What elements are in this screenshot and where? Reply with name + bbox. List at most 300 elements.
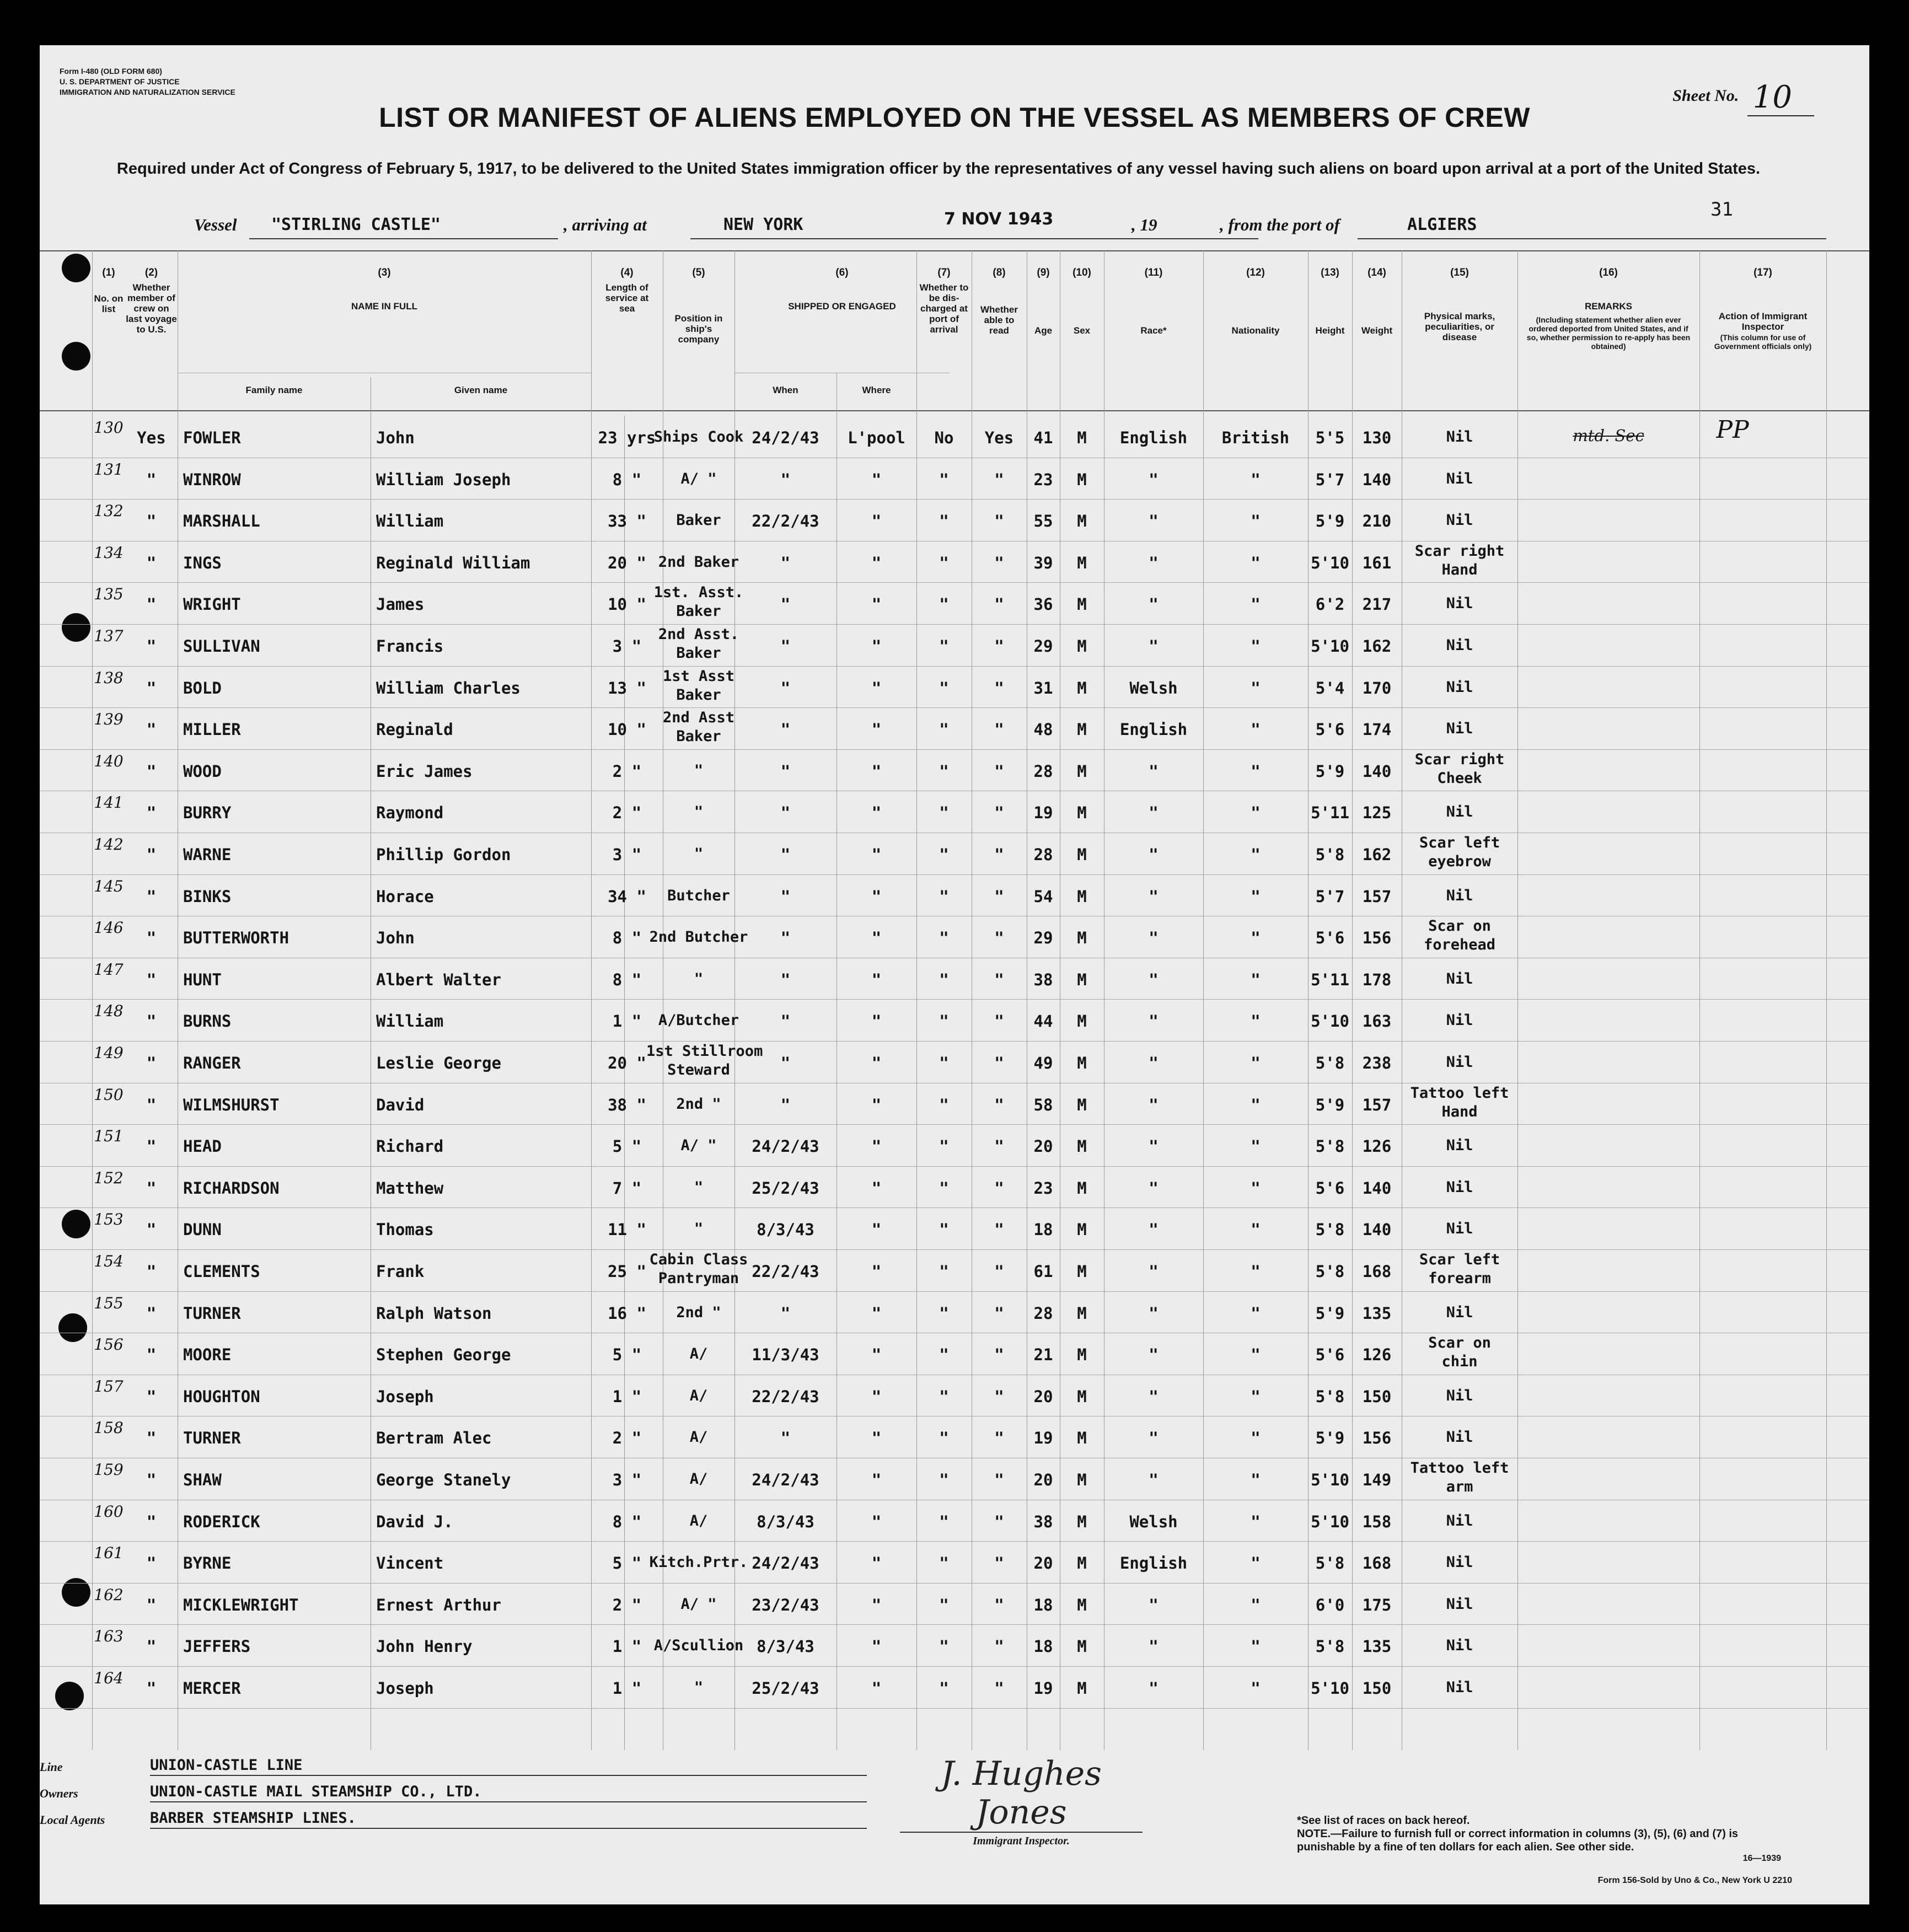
cell-family: CLEMENTS bbox=[183, 1262, 260, 1281]
cell-marks: Scar on bbox=[1428, 1334, 1491, 1352]
cell-read: " bbox=[994, 512, 1004, 531]
cell-sex: M bbox=[1077, 1595, 1087, 1614]
cell-family: SHAW bbox=[183, 1471, 222, 1489]
col-head-name: NAME IN FULL bbox=[351, 301, 417, 312]
cell-sex: M bbox=[1077, 1303, 1087, 1323]
cell-where: " bbox=[871, 512, 882, 531]
cell-marks: Nil bbox=[1446, 1554, 1473, 1571]
cell-when: " bbox=[780, 678, 791, 697]
cell-age: 20 bbox=[1033, 1387, 1053, 1406]
cell-marks: Nil bbox=[1446, 1012, 1473, 1029]
cell-member: " bbox=[146, 1595, 157, 1614]
cell-position: " bbox=[694, 1220, 704, 1238]
cell-discharged: " bbox=[939, 1054, 949, 1072]
cell-no: 160 bbox=[94, 1502, 124, 1521]
cell-given: Ralph Watson bbox=[376, 1303, 492, 1323]
agents-label: Local Agents bbox=[40, 1813, 105, 1827]
cell-given: Bertram Alec bbox=[376, 1429, 492, 1448]
cell-member: " bbox=[146, 845, 157, 864]
cell-nationality: " bbox=[1251, 1054, 1261, 1072]
cell-read: " bbox=[994, 1387, 1004, 1406]
cell-given: Eric James bbox=[376, 761, 473, 781]
cell-sex: M bbox=[1077, 512, 1087, 531]
cell-marks: Scar on bbox=[1428, 917, 1491, 935]
service-name: IMMIGRATION AND NATURALIZATION SERVICE bbox=[60, 88, 235, 96]
table-row bbox=[40, 666, 1869, 708]
cell-marks: Nil bbox=[1446, 720, 1473, 738]
cell-member: " bbox=[146, 1303, 157, 1323]
cell-read: " bbox=[994, 637, 1004, 656]
cell-position: " bbox=[694, 970, 704, 988]
cell-height: 5'9 bbox=[1315, 1303, 1345, 1323]
cell-no: 163 bbox=[94, 1627, 124, 1646]
cell-position: A/ bbox=[689, 1512, 708, 1530]
cell-service: 20 " bbox=[608, 553, 646, 572]
cell-when: " bbox=[780, 1012, 791, 1031]
cell-family: MILLER bbox=[183, 720, 241, 739]
arrival-date: 7 NOV 1943 bbox=[944, 210, 1054, 229]
cell-family: HEAD bbox=[183, 1137, 222, 1156]
cell-race: " bbox=[1149, 553, 1159, 572]
cell-service: 3 " bbox=[612, 1471, 642, 1489]
races-note: *See list of races on back hereof. bbox=[1297, 1815, 1470, 1827]
cell-where: " bbox=[871, 1178, 882, 1198]
table-row bbox=[40, 624, 1869, 666]
cell-service: 33 " bbox=[608, 512, 646, 531]
cell-when: " bbox=[780, 970, 791, 989]
cell-read: " bbox=[994, 887, 1004, 906]
cell-age: 23 bbox=[1033, 1178, 1053, 1198]
cell-when: " bbox=[780, 1303, 791, 1323]
cell-position: 2nd Asst. bbox=[658, 626, 739, 643]
cell-discharged: " bbox=[939, 1012, 949, 1031]
cell-discharged: " bbox=[939, 637, 949, 656]
cell-marks: Nil bbox=[1446, 803, 1473, 821]
cell-height: 5'7 bbox=[1315, 470, 1345, 489]
cell-discharged: " bbox=[939, 720, 949, 739]
col-head-age: Age bbox=[1034, 325, 1053, 336]
cell-service: 8 " bbox=[612, 970, 642, 989]
cell-member: " bbox=[146, 1637, 157, 1656]
col-num: (13) bbox=[1321, 267, 1339, 278]
cell-marks: Nil bbox=[1446, 428, 1473, 446]
col-head-given: Given name bbox=[454, 385, 508, 395]
cell-given: George Stanely bbox=[376, 1471, 511, 1489]
cell-marks: Cheek bbox=[1437, 769, 1482, 787]
cell-weight: 126 bbox=[1362, 1137, 1392, 1156]
cell-read: " bbox=[994, 1012, 1004, 1031]
cell-age: 18 bbox=[1033, 1220, 1053, 1239]
cell-age: 54 bbox=[1033, 887, 1053, 906]
cell-weight: 163 bbox=[1362, 1012, 1392, 1031]
cell-weight: 158 bbox=[1362, 1512, 1392, 1531]
cell-read: " bbox=[994, 1595, 1004, 1614]
cell-race: " bbox=[1149, 887, 1159, 906]
cell-no: 164 bbox=[94, 1669, 124, 1687]
cell-family: HOUGHTON bbox=[183, 1387, 260, 1406]
cell-sex: M bbox=[1077, 1345, 1087, 1365]
col-head-family: Family name bbox=[245, 385, 303, 395]
cell-when: 24/2/43 bbox=[752, 1137, 819, 1156]
arrival-port: NEW YORK bbox=[723, 215, 803, 234]
col-head-when: When bbox=[773, 385, 798, 395]
cell-family: WRIGHT bbox=[183, 595, 241, 614]
cell-service: 5 " bbox=[612, 1554, 642, 1573]
cell-height: 5'6 bbox=[1315, 929, 1345, 948]
cell-marks: Hand bbox=[1441, 1103, 1478, 1120]
cell-discharged: " bbox=[939, 1387, 949, 1406]
cell-where: " bbox=[871, 1554, 882, 1573]
cell-age: 28 bbox=[1033, 1303, 1053, 1323]
cell-age: 20 bbox=[1033, 1471, 1053, 1489]
cell-race: " bbox=[1149, 929, 1159, 948]
footer-notes bbox=[1297, 1814, 1771, 1854]
cell-race: Welsh bbox=[1129, 1512, 1178, 1531]
cell-position: A/ " bbox=[680, 470, 717, 487]
col-num: (14) bbox=[1368, 267, 1386, 278]
cell-family: WOOD bbox=[183, 761, 222, 781]
cell-marks: Nil bbox=[1446, 1220, 1473, 1238]
col-head-weight: Weight bbox=[1361, 325, 1393, 336]
corner-number: 31 bbox=[1710, 198, 1733, 221]
cell-age: 18 bbox=[1033, 1637, 1053, 1656]
cell-discharged: " bbox=[939, 761, 949, 781]
cell-weight: 125 bbox=[1362, 803, 1392, 823]
table-row bbox=[40, 416, 1869, 458]
cell-family: MERCER bbox=[183, 1679, 241, 1698]
table-row bbox=[40, 1333, 1869, 1375]
inspector-signature: J. Hughes Jones bbox=[941, 1754, 1102, 1832]
cell-marks: Nil bbox=[1446, 1637, 1473, 1655]
table-row bbox=[40, 1083, 1869, 1125]
cell-age: 58 bbox=[1033, 1095, 1053, 1114]
cell-where: " bbox=[871, 1095, 882, 1114]
cell-position: 2nd Asst bbox=[662, 709, 735, 727]
cell-family: HUNT bbox=[183, 970, 222, 989]
cell-height: 5'8 bbox=[1315, 845, 1345, 864]
arriving-label: , arriving at bbox=[564, 215, 647, 234]
page-title: LIST OR MANIFEST OF ALIENS EMPLOYED ON THE VESSEL AS MEMBERS OF CREW bbox=[379, 102, 1530, 133]
cell-race: " bbox=[1149, 1303, 1159, 1323]
cell-sex: M bbox=[1077, 1637, 1087, 1656]
cell-height: 5'9 bbox=[1315, 761, 1345, 781]
cell-race: Welsh bbox=[1129, 678, 1178, 697]
col-num: (7) bbox=[937, 267, 951, 278]
col-head-no: No. on list bbox=[94, 293, 124, 314]
cell-when: " bbox=[780, 1054, 791, 1072]
cell-age: 28 bbox=[1033, 761, 1053, 781]
departure-port: ALGIERS bbox=[1407, 215, 1477, 234]
cell-height: 5'8 bbox=[1315, 1387, 1345, 1406]
cell-weight: 162 bbox=[1362, 845, 1392, 864]
cell-height: 5'6 bbox=[1315, 720, 1345, 739]
cell-race: " bbox=[1149, 595, 1159, 614]
cell-service: 5 " bbox=[612, 1137, 642, 1156]
cell-nationality: " bbox=[1251, 1637, 1261, 1656]
cell-race: " bbox=[1149, 470, 1159, 489]
cell-race: " bbox=[1149, 1262, 1159, 1281]
cell-discharged: " bbox=[939, 1095, 949, 1114]
cell-family: WARNE bbox=[183, 845, 232, 864]
cell-given: Reginald bbox=[376, 720, 453, 739]
cell-sex: M bbox=[1077, 1471, 1087, 1489]
cell-marks: Nil bbox=[1446, 512, 1473, 529]
cell-age: 18 bbox=[1033, 1595, 1053, 1614]
cell-read: " bbox=[994, 845, 1004, 864]
cell-no: 161 bbox=[94, 1544, 124, 1563]
table-row bbox=[40, 1624, 1869, 1666]
cell-weight: 162 bbox=[1362, 637, 1392, 656]
col-head-nationality: Nationality bbox=[1231, 325, 1280, 336]
cell-service: 23 yrs bbox=[598, 428, 656, 447]
cell-given: John Henry bbox=[376, 1637, 473, 1656]
cell-position: " bbox=[694, 761, 704, 779]
cell-sex: M bbox=[1077, 1512, 1087, 1531]
cell-height: 5'8 bbox=[1315, 1554, 1345, 1573]
cell-discharged: " bbox=[939, 1637, 949, 1656]
cell-read: " bbox=[994, 595, 1004, 614]
cell-height: 5'9 bbox=[1315, 1095, 1345, 1114]
form-identifier bbox=[60, 66, 235, 98]
cell-no: 158 bbox=[94, 1419, 124, 1437]
cell-marks: forehead bbox=[1423, 936, 1496, 954]
table-row bbox=[40, 1041, 1869, 1083]
cell-service: 5 " bbox=[612, 1345, 642, 1365]
cell-sex: M bbox=[1077, 1554, 1087, 1573]
cell-no: 153 bbox=[94, 1210, 124, 1229]
cell-when: " bbox=[780, 595, 791, 614]
cell-weight: 140 bbox=[1362, 470, 1392, 489]
cell-given: Horace bbox=[376, 887, 434, 906]
cell-height: 5'10 bbox=[1311, 1512, 1349, 1531]
col-head-remarks-note: (Including statement whether alien ever ordered deported from United States, and if so, whether permission to re-apply has been obtained) bbox=[1526, 315, 1691, 351]
cell-no: 130 bbox=[94, 418, 124, 437]
cell-read: " bbox=[994, 1054, 1004, 1072]
cell-read: " bbox=[994, 1262, 1004, 1281]
cell-weight: 168 bbox=[1362, 1262, 1392, 1281]
col-head-read: Whether able to read bbox=[980, 304, 1018, 336]
cell-race: " bbox=[1149, 1178, 1159, 1198]
cell-height: 5'8 bbox=[1315, 1637, 1345, 1656]
cell-weight: 175 bbox=[1362, 1595, 1392, 1614]
cell-height: 5'5 bbox=[1315, 428, 1345, 447]
cell-race: " bbox=[1149, 1679, 1159, 1698]
cell-weight: 149 bbox=[1362, 1471, 1392, 1489]
cell-member: " bbox=[146, 1679, 157, 1698]
cell-height: 5'8 bbox=[1315, 1262, 1345, 1281]
cell-when: 23/2/43 bbox=[752, 1595, 819, 1614]
cell-weight: 157 bbox=[1362, 887, 1392, 906]
cell-no: 157 bbox=[94, 1377, 124, 1396]
cell-weight: 126 bbox=[1362, 1345, 1392, 1365]
cell-position: Steward bbox=[667, 1061, 730, 1078]
cell-given: Raymond bbox=[376, 803, 444, 823]
cell-nationality: " bbox=[1251, 887, 1261, 906]
cell-marks: Hand bbox=[1441, 561, 1478, 578]
cell-weight: 178 bbox=[1362, 970, 1392, 989]
cell-discharged: " bbox=[939, 1471, 949, 1489]
cell-service: 3 " bbox=[612, 637, 642, 656]
cell-given: William Charles bbox=[376, 678, 521, 697]
cell-member: " bbox=[146, 887, 157, 906]
cell-when: 22/2/43 bbox=[752, 1262, 819, 1281]
cell-age: 61 bbox=[1033, 1262, 1053, 1281]
table-row bbox=[40, 1249, 1869, 1291]
cell-given: Matthew bbox=[376, 1178, 444, 1198]
cell-service: 2 " bbox=[612, 1595, 642, 1614]
col-head-height: Height bbox=[1315, 325, 1345, 336]
cell-given: Richard bbox=[376, 1137, 444, 1156]
cell-family: DUNN bbox=[183, 1220, 222, 1239]
cell-nationality: " bbox=[1251, 1345, 1261, 1365]
cell-family: RODERICK bbox=[183, 1512, 260, 1531]
cell-discharged: " bbox=[939, 1512, 949, 1531]
cell-no: 142 bbox=[94, 835, 124, 854]
cell-service: 3 " bbox=[612, 845, 642, 864]
cell-race: " bbox=[1149, 1054, 1159, 1072]
cell-race: " bbox=[1149, 1387, 1159, 1406]
col-num: (8) bbox=[993, 267, 1006, 278]
cell-given: Leslie George bbox=[376, 1054, 501, 1072]
cell-given: Stephen George bbox=[376, 1345, 511, 1365]
cell-nationality: " bbox=[1251, 1595, 1261, 1614]
cell-position: A/ bbox=[689, 1471, 708, 1488]
cell-service: 11 " bbox=[608, 1220, 646, 1239]
cell-nationality: " bbox=[1251, 1262, 1261, 1281]
cell-read: " bbox=[994, 1471, 1004, 1489]
cell-family: WINROW bbox=[183, 470, 241, 489]
cell-race: " bbox=[1149, 637, 1159, 656]
cell-marks: eyebrow bbox=[1428, 853, 1491, 870]
cell-height: 5'7 bbox=[1315, 887, 1345, 906]
table-row bbox=[40, 541, 1869, 583]
cell-position: 2nd Butcher bbox=[649, 929, 748, 946]
cell-when: " bbox=[780, 887, 791, 906]
cell-position: " bbox=[694, 1178, 704, 1196]
cell-weight: 140 bbox=[1362, 761, 1392, 781]
cell-age: 38 bbox=[1033, 970, 1053, 989]
table-row bbox=[40, 1458, 1869, 1500]
cell-given: John bbox=[376, 428, 415, 447]
cell-when: " bbox=[780, 553, 791, 572]
cell-sex: M bbox=[1077, 929, 1087, 948]
cell-when: 25/2/43 bbox=[752, 1679, 819, 1698]
cell-no: 151 bbox=[94, 1127, 124, 1146]
cell-discharged: " bbox=[939, 553, 949, 572]
col-num: (9) bbox=[1037, 267, 1050, 278]
table-row bbox=[40, 833, 1869, 874]
cell-member: " bbox=[146, 761, 157, 781]
cell-no: 135 bbox=[94, 585, 124, 604]
cell-family: BYRNE bbox=[183, 1554, 232, 1573]
cell-where: " bbox=[871, 1595, 882, 1614]
cell-when: " bbox=[780, 637, 791, 656]
cell-nationality: " bbox=[1251, 1679, 1261, 1698]
cell-marks: Scar left bbox=[1419, 1251, 1500, 1268]
cell-member: " bbox=[146, 637, 157, 656]
cell-height: 5'11 bbox=[1311, 803, 1349, 823]
cell-nationality: " bbox=[1251, 678, 1261, 697]
cell-read: " bbox=[994, 1137, 1004, 1156]
cell-given: Thomas bbox=[376, 1220, 434, 1239]
cell-position: A/ bbox=[689, 1345, 708, 1363]
cell-height: 5'8 bbox=[1315, 1137, 1345, 1156]
cell-nationality: " bbox=[1251, 803, 1261, 823]
cell-weight: 157 bbox=[1362, 1095, 1392, 1114]
cell-discharged: " bbox=[939, 1303, 949, 1323]
cell-no: 146 bbox=[94, 919, 124, 937]
col-head-marks: Physical marks, peculiarities, or disease bbox=[1424, 311, 1495, 342]
cell-position: " bbox=[694, 845, 704, 862]
col-head-remarks: REMARKS bbox=[1585, 301, 1632, 312]
inspector-signature-block bbox=[900, 1754, 1143, 1848]
col-num: (4) bbox=[620, 267, 634, 278]
cell-given: James bbox=[376, 595, 425, 614]
cell-weight: 161 bbox=[1362, 553, 1392, 572]
cell-member: " bbox=[146, 1554, 157, 1573]
sheet-label: Sheet No. bbox=[1672, 87, 1739, 105]
cell-marks: Nil bbox=[1446, 1595, 1473, 1613]
cell-position: 1st. Asst. bbox=[653, 584, 744, 602]
cell-weight: 135 bbox=[1362, 1303, 1392, 1323]
cell-no: 140 bbox=[94, 752, 124, 770]
cell-race: English bbox=[1119, 720, 1188, 739]
cell-where: " bbox=[871, 845, 882, 864]
cell-height: 5'10 bbox=[1311, 553, 1349, 572]
table-row bbox=[40, 874, 1869, 916]
cell-family: RICHARDSON bbox=[183, 1178, 280, 1198]
cell-read: " bbox=[994, 1554, 1004, 1573]
col-num: (10) bbox=[1073, 267, 1091, 278]
cell-no: 154 bbox=[94, 1252, 124, 1270]
cell-no: 137 bbox=[94, 627, 124, 645]
col-head-discharged: Whether to be dis-charged at port of arrival bbox=[919, 282, 969, 335]
cell-discharged: No bbox=[934, 428, 954, 447]
cell-when: " bbox=[780, 1429, 791, 1448]
owners-label: Owners bbox=[40, 1786, 78, 1800]
cell-discharged: " bbox=[939, 678, 949, 697]
vessel-name: "STIRLING CASTLE" bbox=[271, 215, 441, 234]
cell-marks: arm bbox=[1446, 1478, 1473, 1495]
cell-service: 10 " bbox=[608, 595, 646, 614]
cell-position: Cabin Class bbox=[649, 1251, 748, 1268]
cell-when: 25/2/43 bbox=[752, 1178, 819, 1198]
cell-where: L'pool bbox=[848, 428, 905, 447]
cell-member: " bbox=[146, 1262, 157, 1281]
cell-service: 7 " bbox=[612, 1178, 642, 1198]
cell-sex: M bbox=[1077, 1429, 1087, 1448]
table-row bbox=[40, 458, 1869, 500]
cell-family: MOORE bbox=[183, 1345, 232, 1365]
table-row bbox=[40, 999, 1869, 1041]
cell-nationality: " bbox=[1251, 970, 1261, 989]
cell-no: 162 bbox=[94, 1585, 124, 1604]
cell-given: Albert Walter bbox=[376, 970, 501, 989]
cell-family: SULLIVAN bbox=[183, 637, 260, 656]
cell-given: William Joseph bbox=[376, 470, 511, 489]
cell-no: 149 bbox=[94, 1044, 124, 1062]
cell-marks: Tattoo left bbox=[1410, 1459, 1509, 1477]
cell-weight: 150 bbox=[1362, 1679, 1392, 1698]
cell-service: 2 " bbox=[612, 803, 642, 823]
cell-age: 19 bbox=[1033, 803, 1053, 823]
cell-height: 5'9 bbox=[1315, 1429, 1345, 1448]
cell-sex: M bbox=[1077, 595, 1087, 614]
col-head-member: Whether member of crew on last voyage to U.S. bbox=[126, 282, 177, 335]
table-row bbox=[40, 958, 1869, 1000]
cell-sex: M bbox=[1077, 1220, 1087, 1239]
cell-member: " bbox=[146, 1512, 157, 1531]
